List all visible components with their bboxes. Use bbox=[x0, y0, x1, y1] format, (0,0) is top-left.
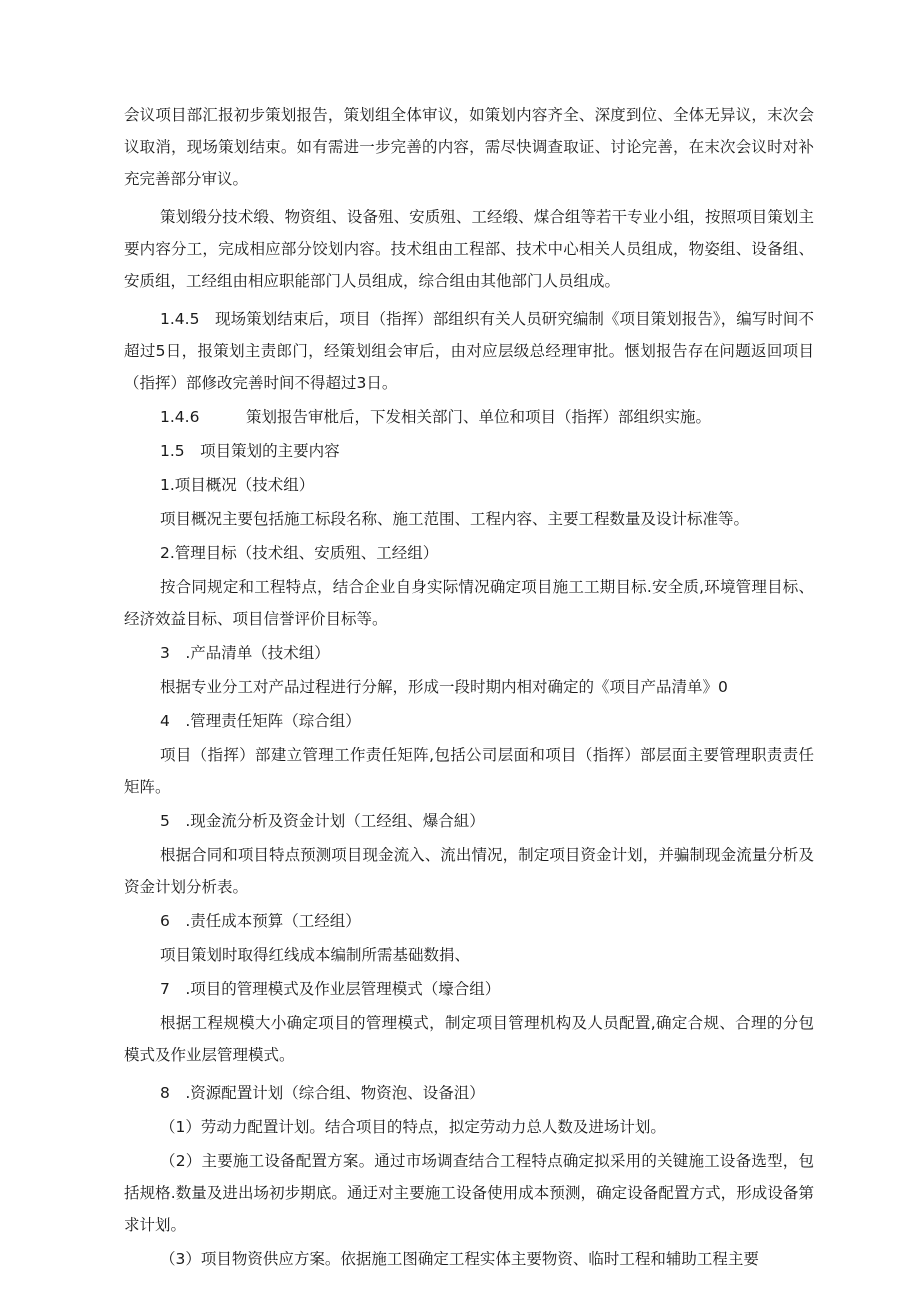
paragraph-1-4-6: 1.4.6 策划报告审枇后，下发相关部门、单位和项目（指挥）部组织实施。 bbox=[160, 408, 711, 426]
item-heading-8: 8 .资源配置计划（综合组、物资泡、设备沮） bbox=[160, 1084, 485, 1102]
item-body-1: 项目概况主要包括施工标段名称、施工范围、工程内容、主要工程数量及设计标准等。 bbox=[160, 510, 750, 528]
item-body-7: 根据工程规模大小确定项目的管理模式，制定项目管理机构及人员配置,确定合规、合理的分包模式及作业层管理模式。 bbox=[124, 1014, 814, 1064]
item-heading-4: 4 .管理责任矩阵（琮合组） bbox=[160, 712, 361, 730]
paragraph-planning-groups: 策划缎分技术缎、物资组、设备殂、安质殂、工经缎、煤合组等若干专业小组，按照项目策划主要内容分工，完成相应部分饺划内容。技术组由工程部、技术中心相关人员组成，物姿组、设备组、安质组，工经组由相应职能部门人员组成，综合组由其他部门人员组成。 bbox=[124, 208, 814, 290]
item-body-8-3: （3）项目物资供应方案。依据施工图确定工程实体主要物资、临时工程和辅助工程主要 bbox=[160, 1250, 759, 1268]
item-body-3: 根据专业分工对产品过程进行分解，形成一段时期内相对确定的《项目产品清单》0 bbox=[160, 678, 728, 696]
item-body-8-2: （2）主要施工设备配置方案。通过市场调查结合工程特点确定拟采用的关键施工设备选型，包括规格.数量及进出场初步期底。通迂对主要施工设备使用成本预测，确定设备配置方式，形成设备第求计划。 bbox=[124, 1152, 814, 1234]
item-heading-5: 5 .现金流分析及资金计划（工经组、爆合組） bbox=[160, 812, 485, 830]
item-body-8-1: （1）劳动力配置计划。结合项目的特点，拟定劳动力总人数及进场计划。 bbox=[160, 1118, 666, 1136]
item-body-2: 按合同规定和工程特点，结合企业自身实际情况确定项目施工工期目标.安全质,环境管理目标、经济效益目标、项目信誉评价目标等。 bbox=[124, 578, 814, 628]
paragraph-review-meeting: 会议项目部汇报初步策划报告，策划组全体审议，如策划内容齐全、深度到位、全体无异议，末次会议取消，现场策划结束。如有需进一步完善的内容，需尽快调查取证、讨论完善，在末次会议时对补充完善部分审议。 bbox=[124, 106, 814, 188]
section-heading-1-5: 1.5 项目策划的主要内容 bbox=[160, 442, 340, 460]
item-heading-6: 6 .责任成本预算（工经组） bbox=[160, 912, 361, 930]
item-heading-1: 1.项目概况（技术组） bbox=[160, 476, 315, 494]
item-body-5: 根据合同和项目特点预测项目现金流入、流出情况，制定项目资金计划，并骗制现金流量分析及资金计划分析表。 bbox=[124, 846, 814, 896]
item-body-6: 项目策划时取得红线成本编制所需基础数捐、 bbox=[160, 946, 471, 964]
item-heading-3: 3 .产品清单（技术组） bbox=[160, 644, 330, 662]
document-body bbox=[124, 99, 814, 1275]
item-heading-2: 2.管理目标（技术组、安质殂、工经组） bbox=[160, 544, 439, 562]
item-heading-7: 7 .项目的管理模式及作业层管理模式（壕合组） bbox=[160, 980, 501, 998]
paragraph-1-4-5: 1.4.5 现场策划结束后，项目（指挥）部组织有关人员研究编制《项目策划报告》，编写时间不超过5日，报策划主责郎门，经策划组会审后，由对应层级总经理审批。愜划报告存在问题返回项目（指挥）部修改完善时间不得超过3日。 bbox=[124, 310, 814, 392]
item-body-4: 项目（指挥）部建立管理工作责任矩阵,包括公司层面和项目（指挥）部层面主要管理职责责任矩阵。 bbox=[124, 746, 814, 796]
